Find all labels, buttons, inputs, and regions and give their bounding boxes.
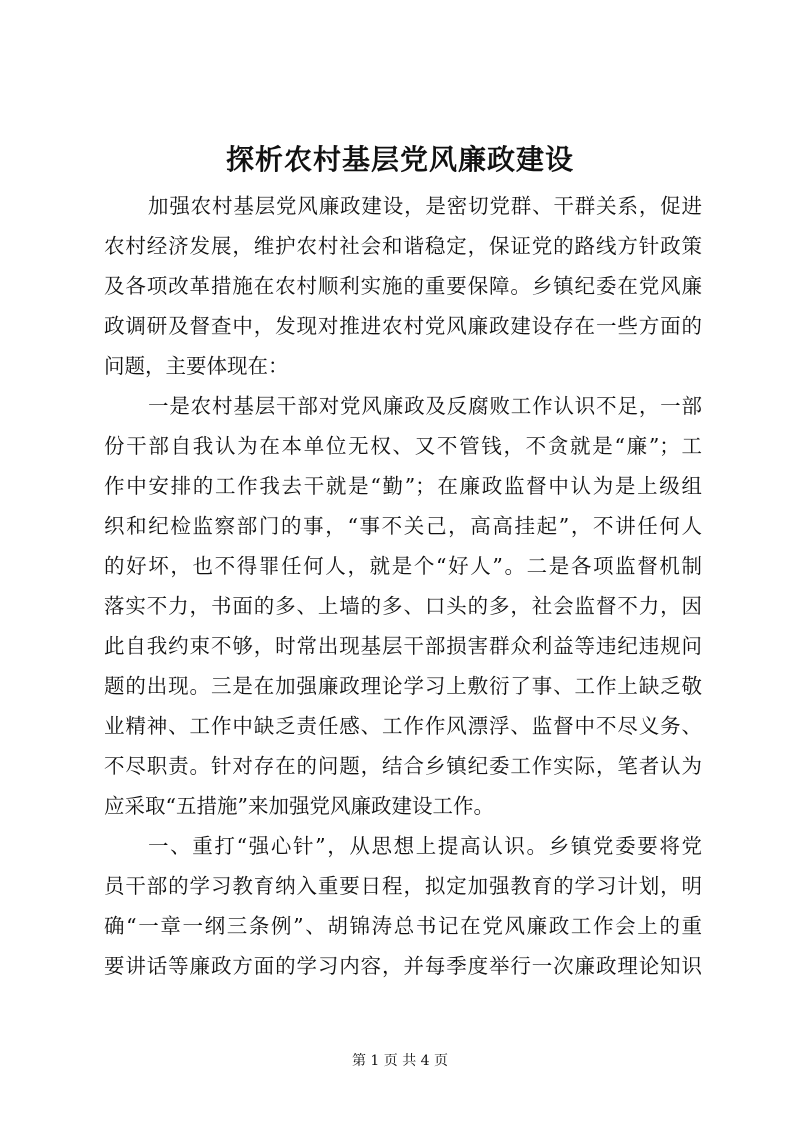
- paragraph-1-line: 及各项改革措施在农村顺利实施的重要保障。乡镇纪委在党风廉: [104, 274, 702, 298]
- paragraph-3-line: 一、重打“强心针”，从思想上提高认识。乡镇党委要将党: [148, 834, 702, 858]
- paragraph-2-line: 落实不力，书面的多、上墙的多、口头的多，社会监督不力，因: [104, 594, 702, 618]
- paragraph-2-line: 作中安排的工作我去干就是“勤”；在廉政监督中认为是上级组: [104, 474, 702, 498]
- paragraph-3-line: 员干部的学习教育纳入重要日程，拟定加强教育的学习计划，明: [104, 874, 702, 898]
- paragraph-2-line: 业精神、工作中缺乏责任感、工作作风漂浮、监督中不尽义务、: [104, 714, 702, 738]
- paragraph-3-line: 确“一章一纲三条例”、胡锦涛总书记在党风廉政工作会上的重: [104, 914, 702, 938]
- paragraph-2-line: 应采取“五措施”来加强党风廉政建设工作。: [104, 794, 494, 818]
- paragraph-2-line: 份干部自我认为在本单位无权、又不管钱，不贪就是“廉”；工: [104, 434, 702, 458]
- paragraph-2-line: 不尽职责。针对存在的问题，结合乡镇纪委工作实际，笔者认为: [104, 754, 702, 778]
- paragraph-1-line: 政调研及督查中，发现对推进农村党风廉政建设存在一些方面的: [104, 314, 702, 338]
- page-number-footer: 第 1 页 共 4 页: [351, 1053, 449, 1069]
- paragraph-2-line: 题的出现。三是在加强廉政理论学习上敷衍了事、工作上缺乏敬: [104, 674, 702, 698]
- paragraph-2-line: 此自我约束不够，时常出现基层干部损害群众利益等违纪违规问: [104, 634, 702, 658]
- paragraph-1-line: 加强农村基层党风廉政建设，是密切党群、干群关系，促进: [148, 194, 702, 218]
- paragraph-3-line: 要讲话等廉政方面的学习内容，并每季度举行一次廉政理论知识: [104, 954, 702, 978]
- paragraph-1-line: 农村经济发展，维护农村社会和谐稳定，保证党的路线方针政策: [104, 234, 702, 258]
- document-body: [104, 186, 702, 986]
- paragraph-2-line: 织和纪检监察部门的事，“事不关己，高高挂起”，不讲任何人: [104, 514, 702, 538]
- paragraph-2-line: 一是农村基层干部对党风廉政及反腐败工作认识不足，一部: [148, 394, 702, 418]
- paragraph-1-line: 问题，主要体现在：: [104, 354, 289, 378]
- paragraph-2-line: 的好坏，也不得罪任何人，就是个“好人”。二是各项监督机制: [104, 554, 702, 578]
- document-title: 探析农村基层党风廉政建设: [225, 143, 574, 176]
